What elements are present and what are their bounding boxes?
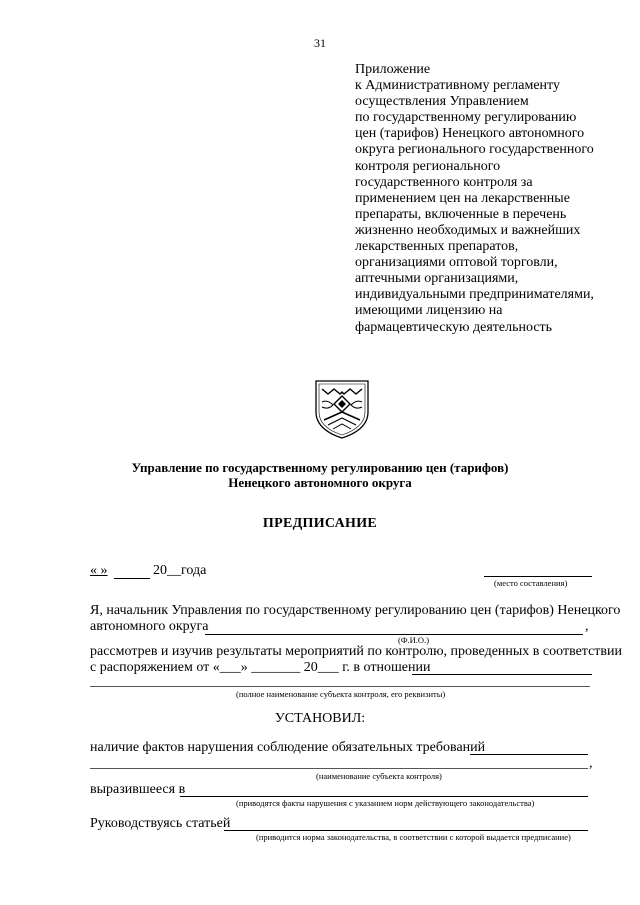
findings-line-1: наличие фактов нарушения соблюдение обязательных требований (90, 740, 486, 755)
page-number: 31 (314, 36, 326, 50)
appendix-line: препараты, включенные в перечень (355, 206, 567, 222)
place-caption: (место составления) (494, 578, 568, 588)
norm-caption: (приводится норма законодательства, в соответствии с которой выдается предписание) (256, 832, 571, 842)
appendix-line: организациями оптовой торговли, (355, 255, 558, 271)
subject-line-short (412, 674, 592, 675)
organization-line-1: Управление по государственному регулированию цен (тарифов) (131, 460, 509, 475)
appendix-line: цен (тарифов) Ненецкого автономного (355, 126, 585, 142)
appendix-header (355, 62, 625, 336)
appendix-line: осуществления Управлением (355, 94, 529, 110)
organization-name (0, 460, 640, 490)
appendix-line: фармацевтическую деятельность (355, 319, 553, 335)
appendix-line: контроля регионального (355, 158, 501, 174)
appendix-line: округа регионального государственного (355, 142, 594, 158)
appendix-line: применением цен на лекарственные (355, 190, 570, 206)
body-line-1: Я, начальник Управления по государственному регулированию цен (тарифов) Ненецкого (90, 603, 621, 618)
guided-label: Руководствуясь статьей (90, 816, 231, 831)
appendix-line: жизненно необходимых и важнейших (355, 222, 581, 238)
body-line-2-end: , (585, 619, 589, 634)
body-line-2-start: автономного округа (90, 619, 209, 634)
ustanovil-heading: УСТАНОВИЛ: (274, 711, 366, 726)
appendix-line: индивидуальными предпринимателями, (355, 287, 594, 303)
date-year-label: 20__года (153, 563, 207, 578)
body-line-4: с распоряжением от «___» _______ 20___ г. в отношении (90, 660, 431, 675)
appendix-line: имеющими лицензию на (355, 303, 503, 319)
guided-line (224, 830, 588, 831)
organization-line-2: Ненецкого автономного округа (228, 475, 412, 490)
appendix-line: лекарственных препаратов, (355, 239, 519, 255)
subject-name-caption: (наименование субъекта контроля) (316, 771, 442, 781)
appendix-line: по государственному регулированию (355, 110, 577, 126)
coat-of-arms-icon (312, 378, 372, 440)
facts-caption: (приводятся факты нарушения с указанием норм действующего законодательства) (236, 798, 535, 808)
appendix-line: аптечными организациями, (355, 271, 519, 287)
date-month-line (114, 578, 150, 579)
place-line (484, 576, 592, 577)
document-title: ПРЕДПИСАНИЕ (262, 516, 378, 531)
appendix-line: к Административному регламенту (355, 78, 560, 94)
fio-caption: (Ф.И.О.) (398, 635, 430, 645)
body-line-3: рассмотрев и изучив результаты мероприятий по контролю, проведенных в соответствии (90, 644, 623, 659)
findings-subject-line (90, 768, 588, 769)
findings-line-1-blank (470, 754, 588, 755)
appendix-line: Приложение (355, 62, 431, 77)
fio-line (205, 634, 583, 635)
findings-line-2-end: , (589, 756, 593, 771)
subject-line (90, 686, 590, 687)
date-field (90, 563, 108, 579)
appendix-line: государственного контроля за (355, 174, 533, 190)
subject-caption: (полное наименование субъекта контроля, его реквизиты) (236, 689, 446, 699)
expressed-line (180, 796, 588, 797)
expressed-label: выразившееся в (90, 782, 186, 797)
date-day-label: « » (90, 563, 108, 578)
